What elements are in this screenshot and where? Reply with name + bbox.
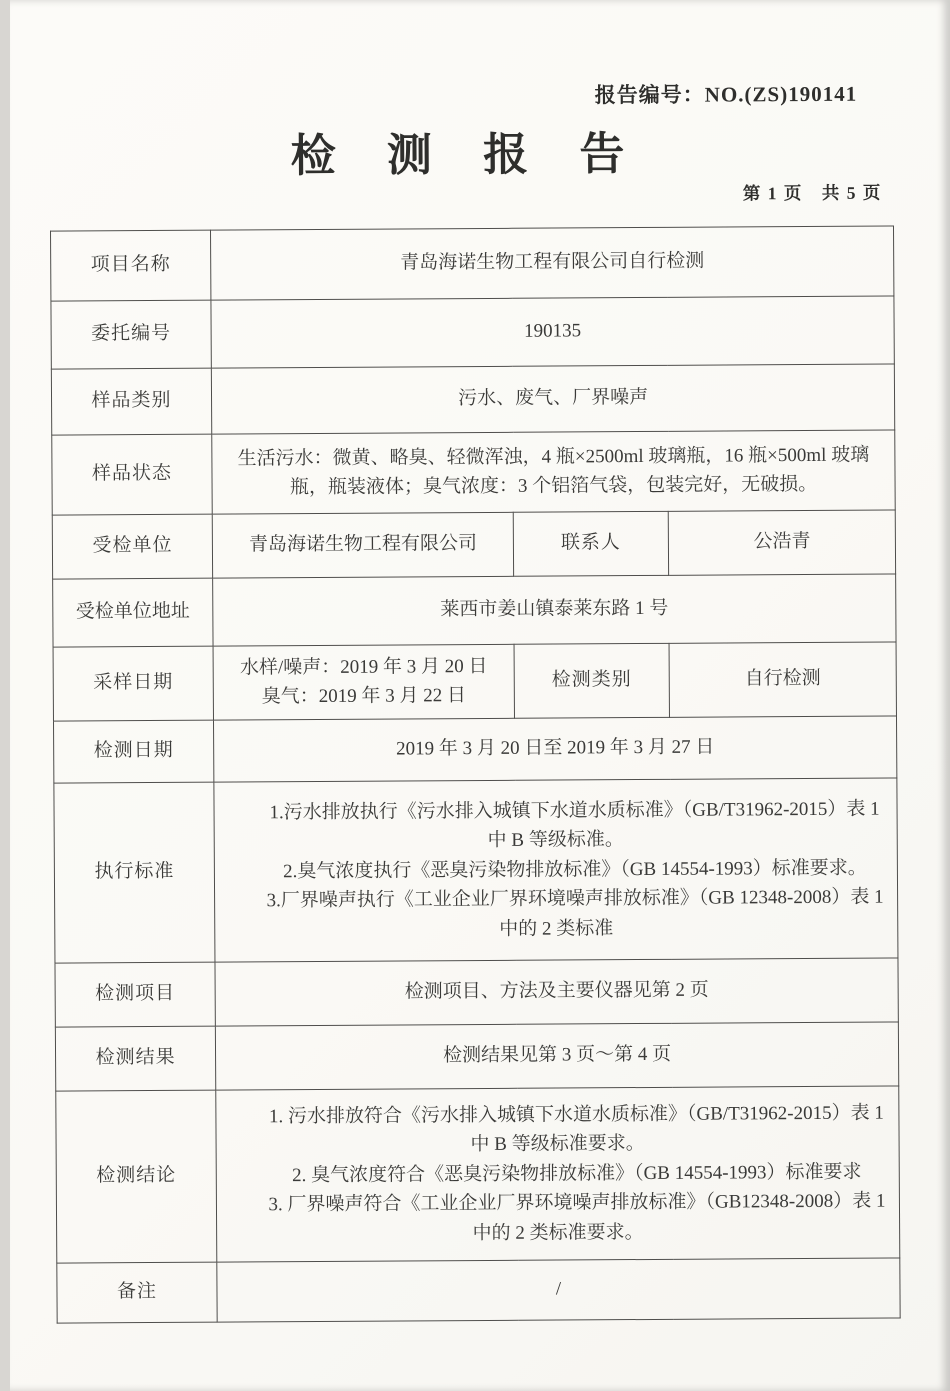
row-label: 执行标准 [54,782,215,963]
row-value: 190135 [211,296,894,368]
row-value-standards [214,778,898,962]
row-label: 检测结论 [56,1090,217,1263]
table-row-test-conclusion [56,1086,900,1263]
row-label: 检测结果 [55,1026,215,1091]
row-value: 生活污水：微黄、略臭、轻微浑浊，4 瓶×2500ml 玻璃瓶，16 瓶×500ml 玻璃瓶，瓶装液体；臭气浓度：3 个铝箔气袋，包装完好，无破损。 [212,430,895,514]
row-label: 委托编号 [51,300,211,369]
row-value-test-type: 自行检测 [669,642,896,717]
standard-item-1: 1.污水排放执行《污水排入城镇下水道水质标准》（GB/T31962-2015）表 1 中 B 等级标准。 [269,798,880,852]
sampling-date-line1: 水样/噪声：2019 年 3 月 20 日 [239,655,488,679]
page-indicator: 第 1 页 共 5 页 [742,182,882,204]
row-label-contact: 联系人 [513,511,668,576]
row-label: 备注 [57,1262,217,1323]
row-label: 受检单位地址 [53,578,213,647]
conclusion-item-3: 3. 厂界噪声符合《工业企业厂界环境噪声排放标准》（GB12348-2008）表 1 中的 2 类标准要求。 [268,1190,886,1244]
row-value: 2019 年 3 月 20 日至 2019 年 3 月 27 日 [213,716,896,782]
sampling-date-line2: 臭气：2019 年 3 月 22 日 [261,684,467,707]
row-label: 采样日期 [53,646,213,721]
row-value: 检测项目、方法及主要仪器见第 2 页 [215,958,898,1026]
table-row-remarks [57,1258,900,1323]
row-value-contact: 公浩青 [668,510,895,575]
row-value: 污水、废气、厂界噪声 [211,364,894,434]
table-row-sample-category [51,364,894,435]
conclusion-item-1: 1. 污水排放符合《污水排入城镇下水道水质标准》（GB/T31962-2015）表 1 中 B 等级标准要求。 [268,1102,884,1156]
table-row-sampling-date [53,642,896,721]
row-value-conclusions [216,1086,900,1262]
row-value: 青岛海诺生物工程有限公司 [212,512,513,578]
row-label: 样品类别 [51,368,211,435]
scanned-page [10,0,950,1391]
row-value: 莱西市姜山镇泰莱东路 1 号 [213,574,896,646]
scan-content [7,0,950,1391]
table-row-executed-standards [54,778,898,963]
standard-item-2: 2.臭气浓度执行《恶臭污染物排放标准》（GB 14554-1993）标准要求。 [282,857,867,882]
table-row-test-date [53,716,896,783]
table-row-project-name [51,226,894,301]
row-value: 检测结果见第 3 页～第 4 页 [215,1022,898,1090]
table-row-test-items [55,958,898,1027]
table-row-sample-condition [52,430,895,515]
row-label: 检测项目 [55,962,215,1027]
table-row-test-results [55,1022,898,1091]
page-title: 检 测 报 告 [290,128,645,182]
row-value: 青岛海诺生物工程有限公司自行检测 [211,226,894,300]
row-label: 检测日期 [53,720,213,783]
row-value: / [217,1258,900,1322]
table-row-unit-address [53,574,896,647]
row-value-sampling-dates [213,644,514,720]
row-label: 样品状态 [52,434,212,515]
table-row-inspected-unit [52,510,895,579]
standard-item-3: 3.厂界噪声执行《工业企业厂界环境噪声排放标准》（GB 12348-2008）表 1 中的 2 类标准 [266,886,884,940]
report-table [50,225,901,1323]
table-row-commission-no [51,296,894,369]
row-label-test-type: 检测类别 [514,643,669,718]
row-label: 项目名称 [51,230,211,301]
report-number-value: NO.(ZS)190141 [704,81,858,107]
report-number-line [595,78,858,110]
conclusion-item-2: 2. 臭气浓度符合《恶臭污染物排放标准》（GB 14554-1993）标准要求 [291,1161,862,1186]
row-label: 受检单位 [52,514,212,579]
report-number-label: 报告编号： [594,82,705,108]
